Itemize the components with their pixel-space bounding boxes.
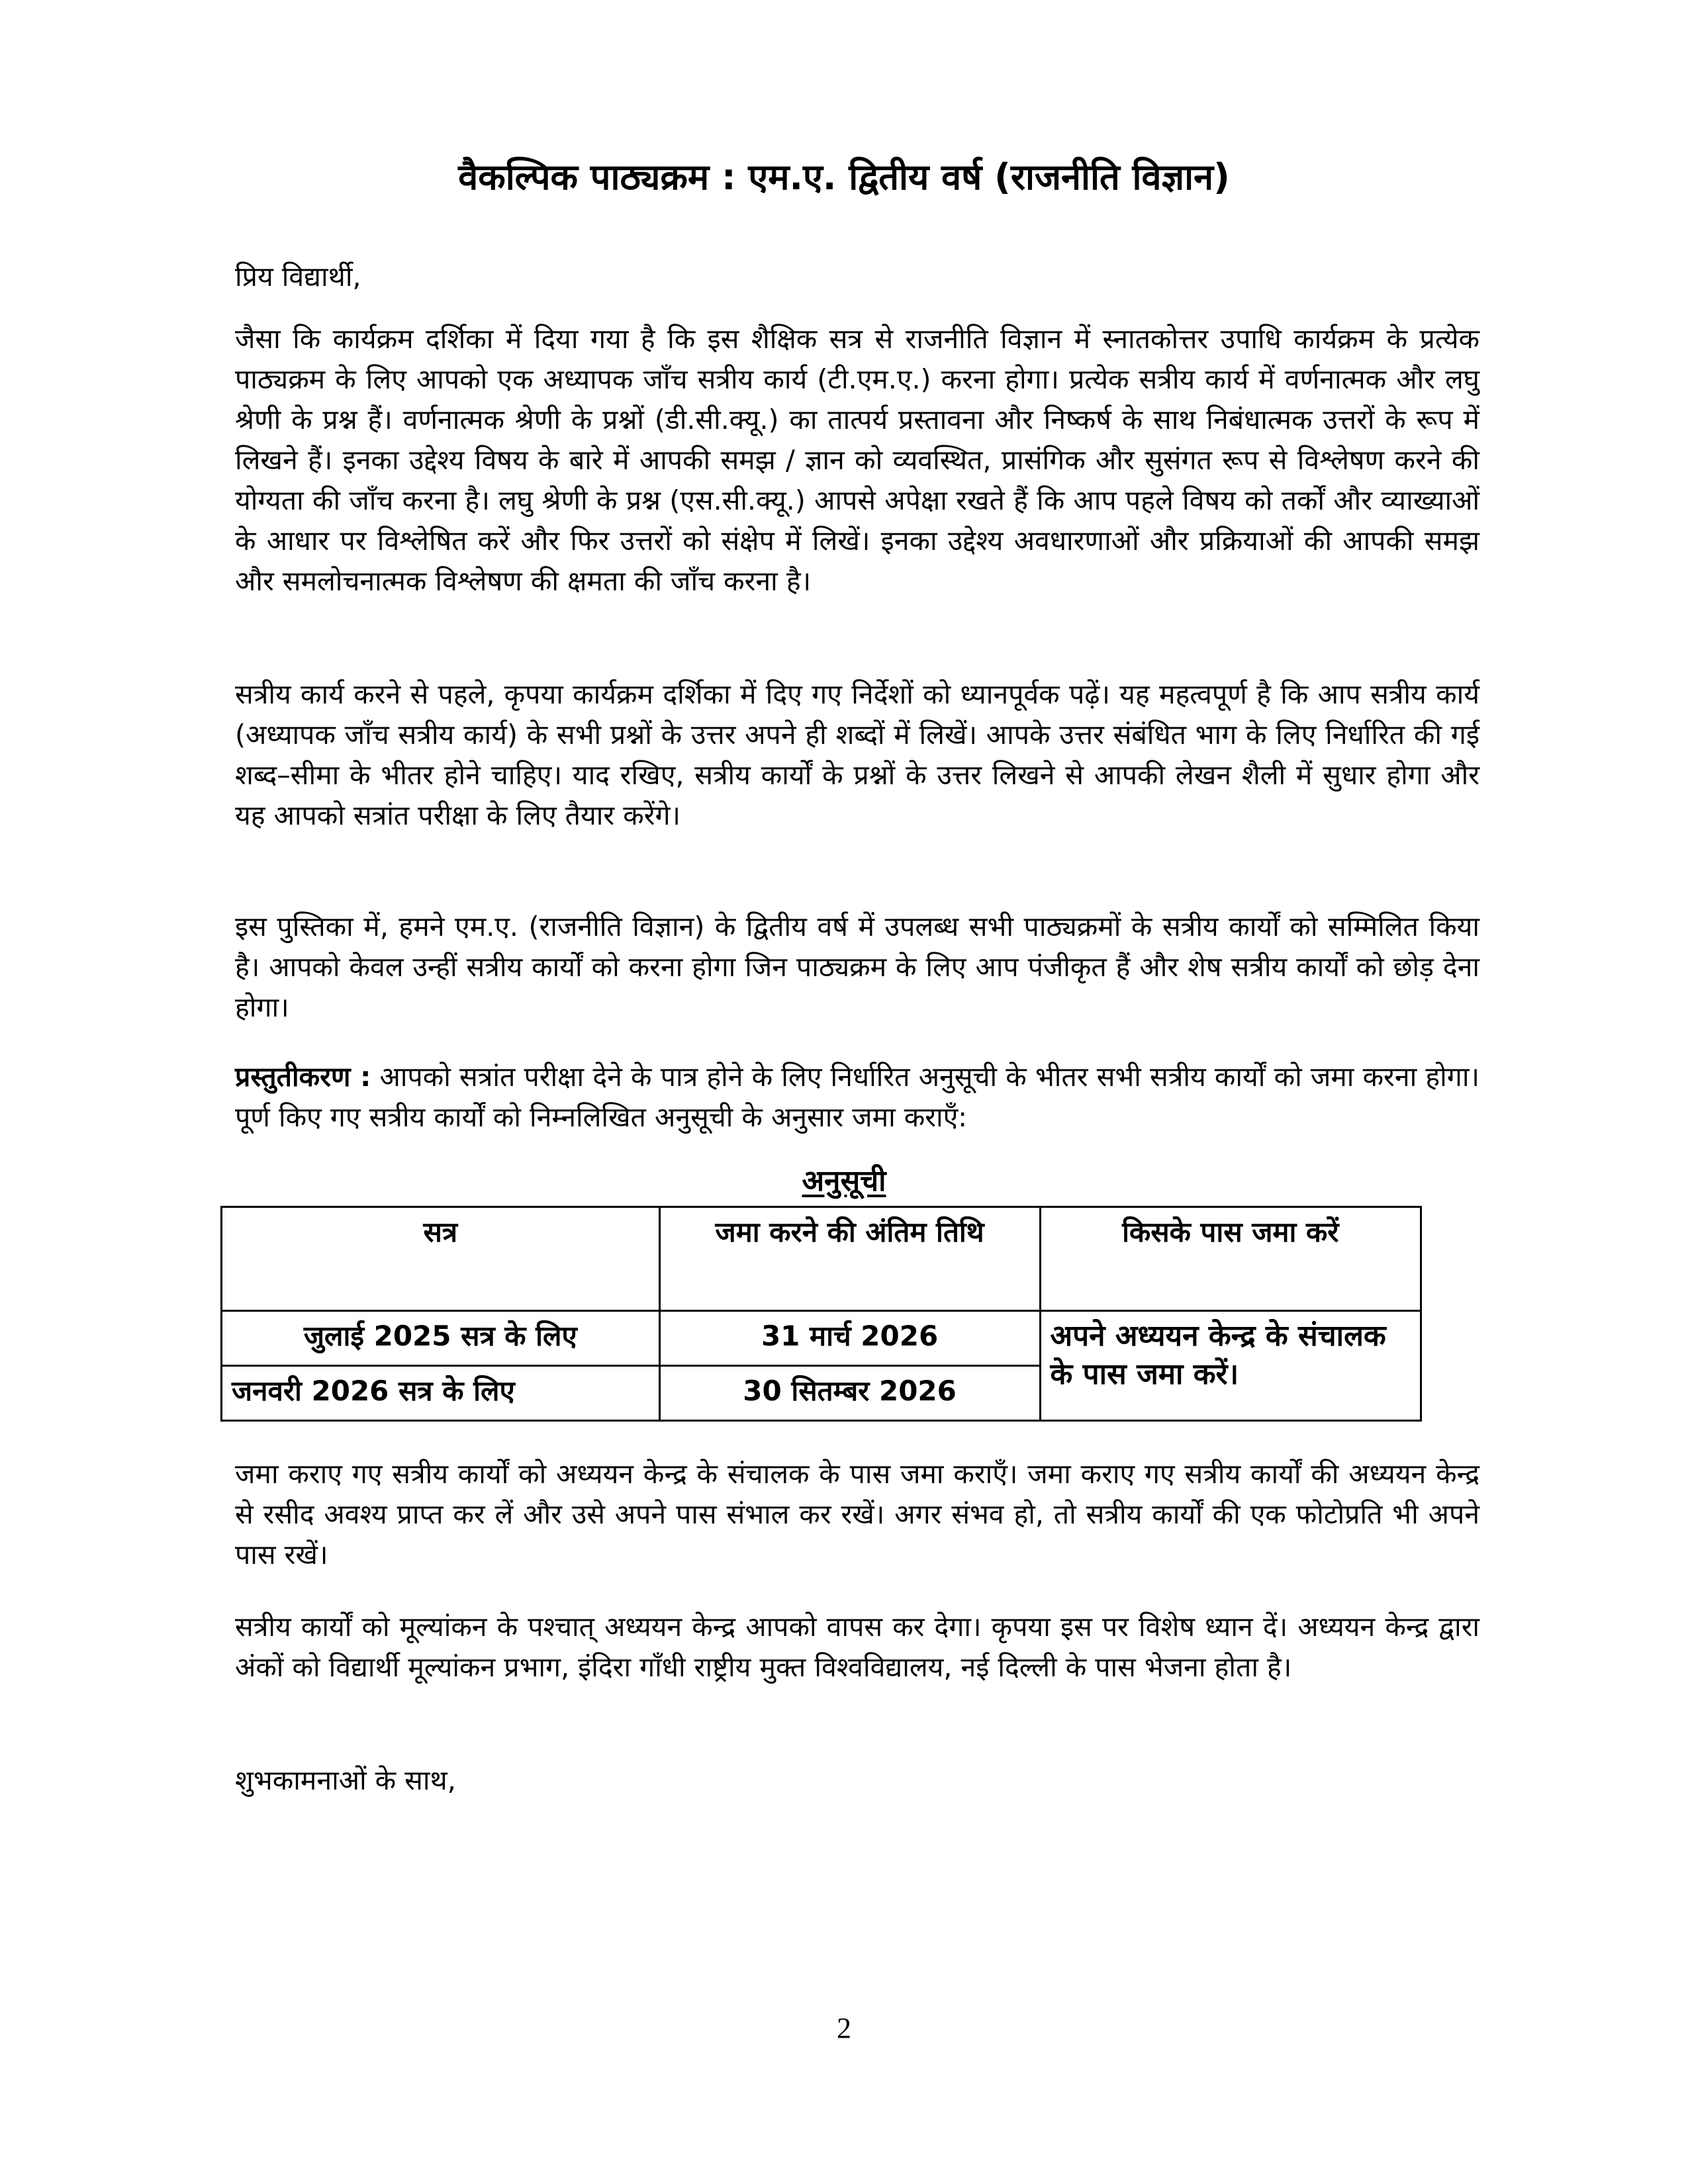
table-header-row	[222, 1207, 1421, 1311]
table-row	[222, 1311, 1421, 1366]
header-submit-to: किसके पास जमा करें	[1040, 1207, 1421, 1311]
header-deadline: जमा करने की अंतिम तिथि	[659, 1207, 1040, 1311]
paragraph-booklet: इस पुस्तिका में, हमने एम.ए. (राजनीति विज्ञान) के द्वितीय वर्ष में उपलब्ध सभी पाठ्यक्रमों के सत्रीय कार्यों को सम्मिलित किया है। आपको केवल उन्हीं सत्रीय कार्यों को करना होगा जिन पाठ्यक्रम के लिए आप पंजीकृत हैं और शेष सत्रीय कार्यों को छोड़ देना होगा।	[235, 911, 1479, 1023]
row-session: जुलाई 2025 सत्र के लिए	[222, 1311, 660, 1366]
page-title: वैकल्पिक पाठ्यक्रम : एम.ए. द्वितीय वर्ष (राजनीति विज्ञान)	[458, 156, 1230, 198]
row-session: जनवरी 2026 सत्र के लिए	[222, 1366, 660, 1421]
row-deadline: 30 सितम्बर 2026	[659, 1366, 1040, 1421]
closing-line: शुभकामनाओं के साथ,	[235, 1764, 456, 1796]
paragraph-intro: जैसा कि कार्यक्रम दर्शिका में दिया गया है कि इस शैक्षिक सत्र से राजनीति विज्ञान में स्नातकोत्तर उपाधि कार्यक्रम के प्रत्येक पाठ्यक्रम के लिए आपको एक अध्यापक जाँच सत्रीय कार्य (टी.एम.ए.) करना होगा। प्रत्येक सत्रीय कार्य में वर्णनात्मक और लघु श्रेणी के प्रश्न हैं। वर्णनात्मक श्रेणी के प्रश्नों (डी.सी.क्यू.) का तात्पर्य प्रस्तावना और निष्कर्ष के साथ निबंधात्मक उत्तरों के रूप में लिखने हैं। इनका उद्देश्य विषय के बारे में आपकी समझ / ज्ञान को व्यवस्थित, प्रासंगिक और सुसंगत रूप से विश्लेषण करने की योग्यता की जाँच करना है। लघु श्रेणी के प्रश्न (एस.सी.क्यू.) आपसे अपेक्षा रखते हैं कि आप पहले विषय को तर्कों और व्याख्याओं के आधार पर विश्लेषित करें और फिर उत्तरों को संक्षेप में लिखें। इनका उद्देश्य अवधारणाओं और प्रक्रियाओं की आपकी समझ और समलोचनात्मक विश्लेषण की क्षमता की जाँच करना है।	[235, 323, 1479, 597]
row-submit-to: अपने अध्ययन केन्द्र के संचालक के पास जमा करें।	[1040, 1311, 1421, 1421]
submission-text: आपको सत्रांत परीक्षा देने के पात्र होने के लिए निर्धारित अनुसूची के भीतर सभी सत्रीय कार्यों को जमा करना होगा। पूर्ण किए गए सत्रीय कार्यों को निम्नलिखित अनुसूची के अनुसार जमा कराएँ:	[235, 1061, 1479, 1133]
row-deadline: 31 मार्च 2026	[659, 1311, 1040, 1366]
schedule-table	[220, 1206, 1422, 1422]
paragraph-evaluation: सत्रीय कार्यों को मूल्यांकन के पश्चात् अध्ययन केन्द्र आपको वापस कर देगा। कृपया इस पर विशेष ध्यान दें। अध्ययन केन्द्र द्वारा अंकों को विद्यार्थी मूल्यांकन प्रभाग, इंदिरा गाँधी राष्ट्रीय मुक्त विश्वविद्यालय, नई दिल्ली के पास भेजना होता है।	[235, 1611, 1479, 1683]
paragraph-instructions: सत्रीय कार्य करने से पहले, कृपया कार्यक्रम दर्शिका में दिए गए निर्देशों को ध्यानपूर्वक पढ़ें। यह महत्वपूर्ण है कि आप सत्रीय कार्य (अध्यापक जाँच सत्रीय कार्य) के सभी प्रश्नों के उत्तर अपने ही शब्दों में लिखें। आपके उत्तर संबंधित भाग के लिए निर्धारित की गई शब्द–सीमा के भीतर होने चाहिए। याद रखिए, सत्रीय कार्यों के प्रश्नों के उत्तर लिखने से आपकी लेखन शैली में सुधार होगा और यह आपको सत्रांत परीक्षा के लिए तैयार करेंगे।	[235, 678, 1479, 831]
submission-label: प्रस्तुतीकरण :	[235, 1061, 371, 1093]
page-number: 2	[837, 2012, 851, 2044]
paragraph-submission	[235, 1057, 1479, 1138]
salutation: प्रिय विद्यार्थी,	[235, 261, 361, 293]
schedule-heading: अनुसूची	[802, 1164, 886, 1198]
paragraph-receipt: जमा कराए गए सत्रीय कार्यों को अध्ययन केन्द्र के संचालक के पास जमा कराएँ। जमा कराए गए सत्रीय कार्यों की अध्ययन केन्द्र से रसीद अवश्य प्राप्त कर लें और उसे अपने पास संभाल कर रखें। अगर संभव हो, तो सत्रीय कार्यों की एक फोटोप्रति भी अपने पास रखें।	[235, 1458, 1479, 1570]
header-session: सत्र	[222, 1207, 660, 1311]
